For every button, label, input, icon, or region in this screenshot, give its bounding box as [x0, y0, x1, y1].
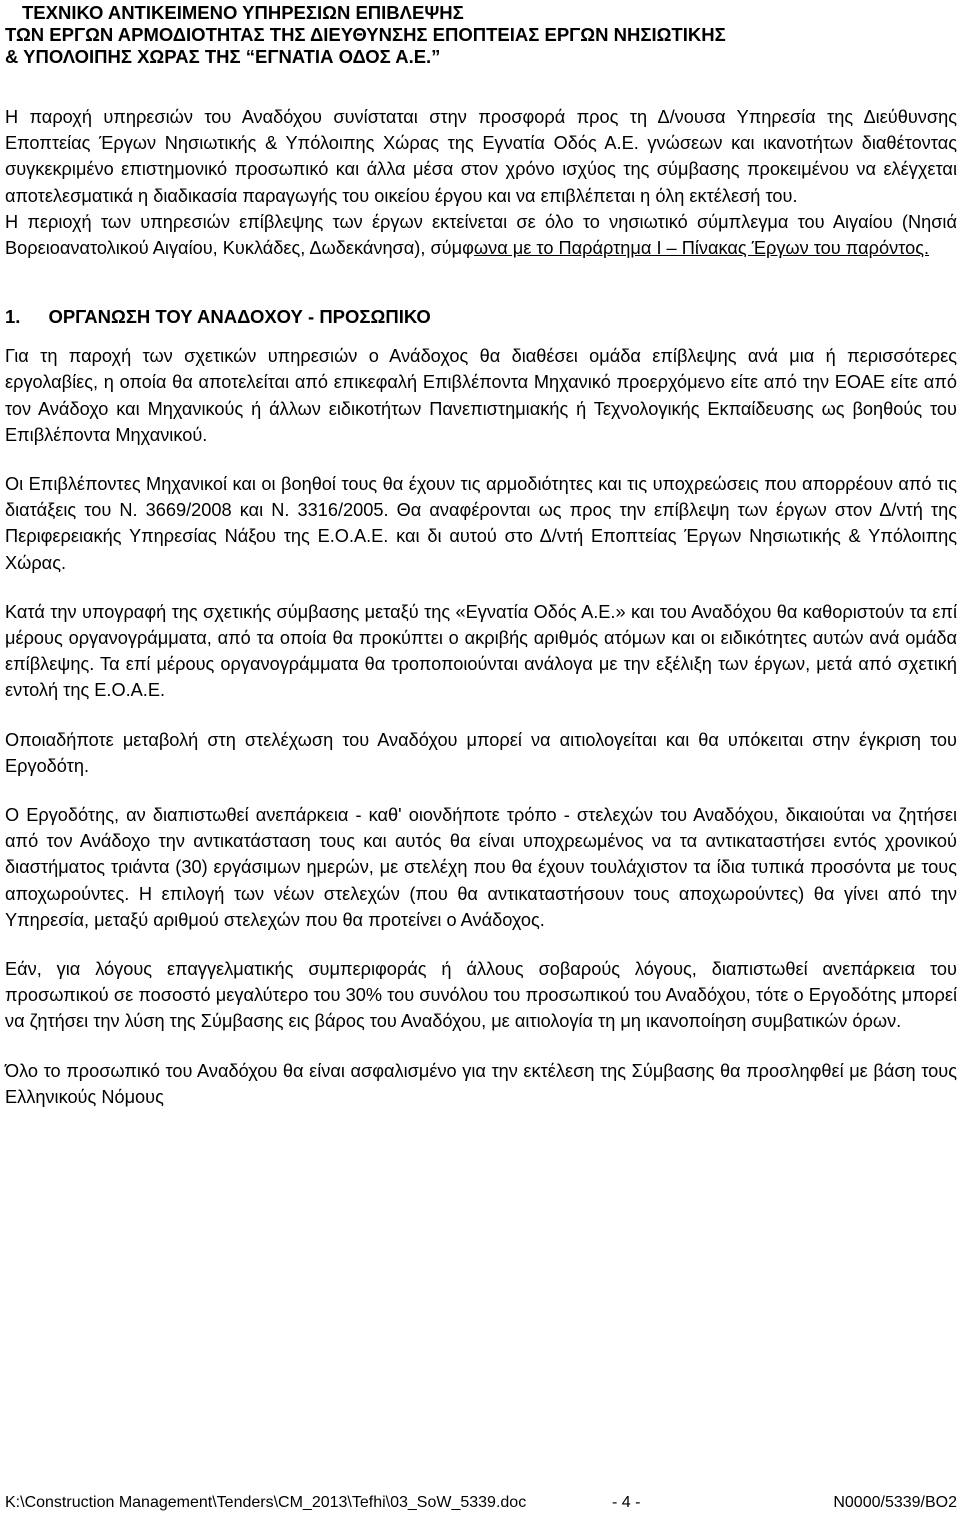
intro-paragraph-2-text: Η περιοχή των υπηρεσιών επίβλεψης των έργων εκτείνεται σε όλο το νησιωτικό σύμπλεγμα του Αιγαίου (Νησιά Βορειοανατολικού Αιγαίου, Κυκλάδες, Δωδεκάνησα), σύμφ	[5, 211, 957, 259]
body-paragraph-4: Οποιαδήποτε μεταβολή στη στελέχωση του Αναδόχου μπορεί να αιτιολογείται και θα υπόκειται στην έγκριση του Εργοδότη.	[5, 729, 957, 776]
body-paragraph-3: Κατά την υπογραφή της σχετικής σύμβασης μεταξύ της «Εγνατία Οδός Α.Ε.» και του Αναδόχου θα καθοριστούν τα επί μέρους οργανογράμματα, από τα οποία θα προκύπτει ο ακριβής αριθμός ατόμων και οι ειδικότητες αυτών ανά ομάδα επίβλεψης. Τα επί μέρους οργανογράμματα θα τροποποιούνται ανάλογα με την εξέλιξη των έργων, μετά από σχετική εντολή της Ε.Ο.Α.Ε.	[5, 601, 957, 701]
body-paragraph-5: Ο Εργοδότης, αν διαπιστωθεί ανεπάρκεια - καθ' οιονδήποτε τρόπο - στελεχών του Αναδόχου, δικαιούται να ζητήσει από τον Ανάδοχο την αντικατάσταση τους και αυτός θα είναι υποχρεωμένος να τα αντικαταστήσει εντός χρονικού διαστήματος τριάντα (30) εργάσιμων ημερών, με στελέχη που θα έχουν τουλάχιστον τα ίδια τυπικά προσόντα με τους αποχωρούντες. Η επιλογή των νέων στελεχών (που θα αντικαταστήσουν τους αποχωρούντες) θα γίνει από την Υπηρεσία, μεταξύ αριθμού στελεχών που θα προτείνει ο Ανάδοχος.	[5, 805, 957, 930]
title-line-3: & ΥΠΟΛΟΙΠΗΣ ΧΩΡΑΣ ΤΗΣ “ΕΓΝΑΤΙΑ ΟΔΟΣ Α.Ε.”	[5, 46, 441, 67]
intro-paragraph-1: Η παροχή υπηρεσιών του Αναδόχου συνίσταται στην προσφορά προς τη Δ/νουσα Υπηρεσία της Διεύθυνσης Εποπτείας Έργων Νησιωτικής & Υπόλοιπης Χώρας της Εγνατία Οδός Α.Ε. γνώσεων και ικανοτήτων διαθέτοντας συγκεκριμένο επιστημονικό προσωπικό και άλλα μέσα στον χρόνο ισχύος της σύμβασης προκειμένου να ελέγχεται αποτελεσματικά η διαδικασία παραγωγής του οικείου έργου και να επιβλέπεται η όλη εκτέλεσή του.	[5, 107, 957, 206]
footer-file-path: K:\Construction Management\Tenders\CM_2013\Tefhi\03_SoW_5339.doc	[5, 1494, 527, 1511]
body-paragraph-2: Οι Επιβλέποντες Μηχανικοί και οι βοηθοί τους θα έχουν τις αρμοδιότητες και τις υποχρεώσεις που απορρέουν από τις διατάξεις του Ν. 3669/2008 και Ν. 3316/2005. Θα αναφέρονται ως προς την επίβλεψη των έργων στον Δ/ντή της Περιφερειακής Υπηρεσίας Νάξου της Ε.Ο.Α.Ε. και δι αυτού στο Δ/ντή Εποπτείας Έργων Νησιωτικής & Υπόλοιπης Χώρας.	[5, 474, 957, 573]
body-paragraph-1: Για τη παροχή των σχετικών υπηρεσιών ο Ανάδοχος θα διαθέσει ομάδα επίβλεψης ανά μια ή περισσότερες εργολαβίες, η οποία θα αποτελείται από επικεφαλή Επιβλέποντα Μηχανικό προερχόμενο είτε από την ΕΟΑΕ είτε από τον Ανάδοχο και Μηχανικούς ή άλλων ειδικοτήτων Πανεπιστημιακής ή Τεχνολογικής Εκπαίδευσης ως βοηθούς του Επιβλέποντα Μηχανικού.	[5, 346, 957, 445]
section-heading	[5, 305, 957, 329]
body-paragraph-7: Όλο το προσωπικό του Αναδόχου θα είναι ασφαλισμένο για την εκτέλεση της Σύμβασης θα προσληφθεί με βάση τους Ελληνικούς Νόμους	[5, 1060, 957, 1107]
footer-page-number: - 4 -	[612, 1494, 641, 1511]
document-page	[5, 0, 957, 1133]
section-title: ΟΡΓΑΝΩΣΗ ΤΟΥ ΑΝΑΔΟΧΟΥ - ΠΡΟΣΩΠΙΚΟ	[48, 306, 431, 328]
section-number: 1.	[5, 306, 21, 328]
title-line-2: ΤΩΝ ΕΡΓΩΝ ΑΡΜΟΔΙΟΤΗΤΑΣ ΤΗΣ ΔΙΕΥΘΥΝΣΗΣ ΕΠΟΠΤΕΙΑΣ ΕΡΓΩΝ ΝΗΣΙΩΤΙΚΗΣ	[5, 24, 726, 45]
body-paragraph-6: Εάν, για λόγους επαγγελματικής συμπεριφοράς ή άλλους σοβαρούς λόγους, διαπιστωθεί ανεπάρκεια του προσωπικού σε ποσοστό μεγαλύτερο του 30% του συνόλου του προσωπικού του Αναδόχου, τότε ο Εργοδότης μπορεί να ζητήσει την λύση της Σύμβασης εις βάρος του Αναδόχου, με αιτιολογία τη μη ικανοποίηση συμβατικών όρων.	[5, 959, 957, 1032]
annex-reference: ωνα με το Παράρτημα Ι – Πίνακας Έργων του παρόντος.	[473, 238, 930, 259]
title-line-1: ΤΕΧΝΙΚΟ ΑΝΤΙΚΕΙΜΕΝΟ ΥΠΗΡΕΣΙΩΝ ΕΠΙΒΛΕΨΗΣ	[22, 2, 464, 23]
document-title	[5, 2, 957, 68]
footer-doc-code: N0000/5339/BO2	[833, 1494, 957, 1511]
intro-section	[5, 104, 957, 261]
intro-paragraph-2	[5, 209, 957, 261]
